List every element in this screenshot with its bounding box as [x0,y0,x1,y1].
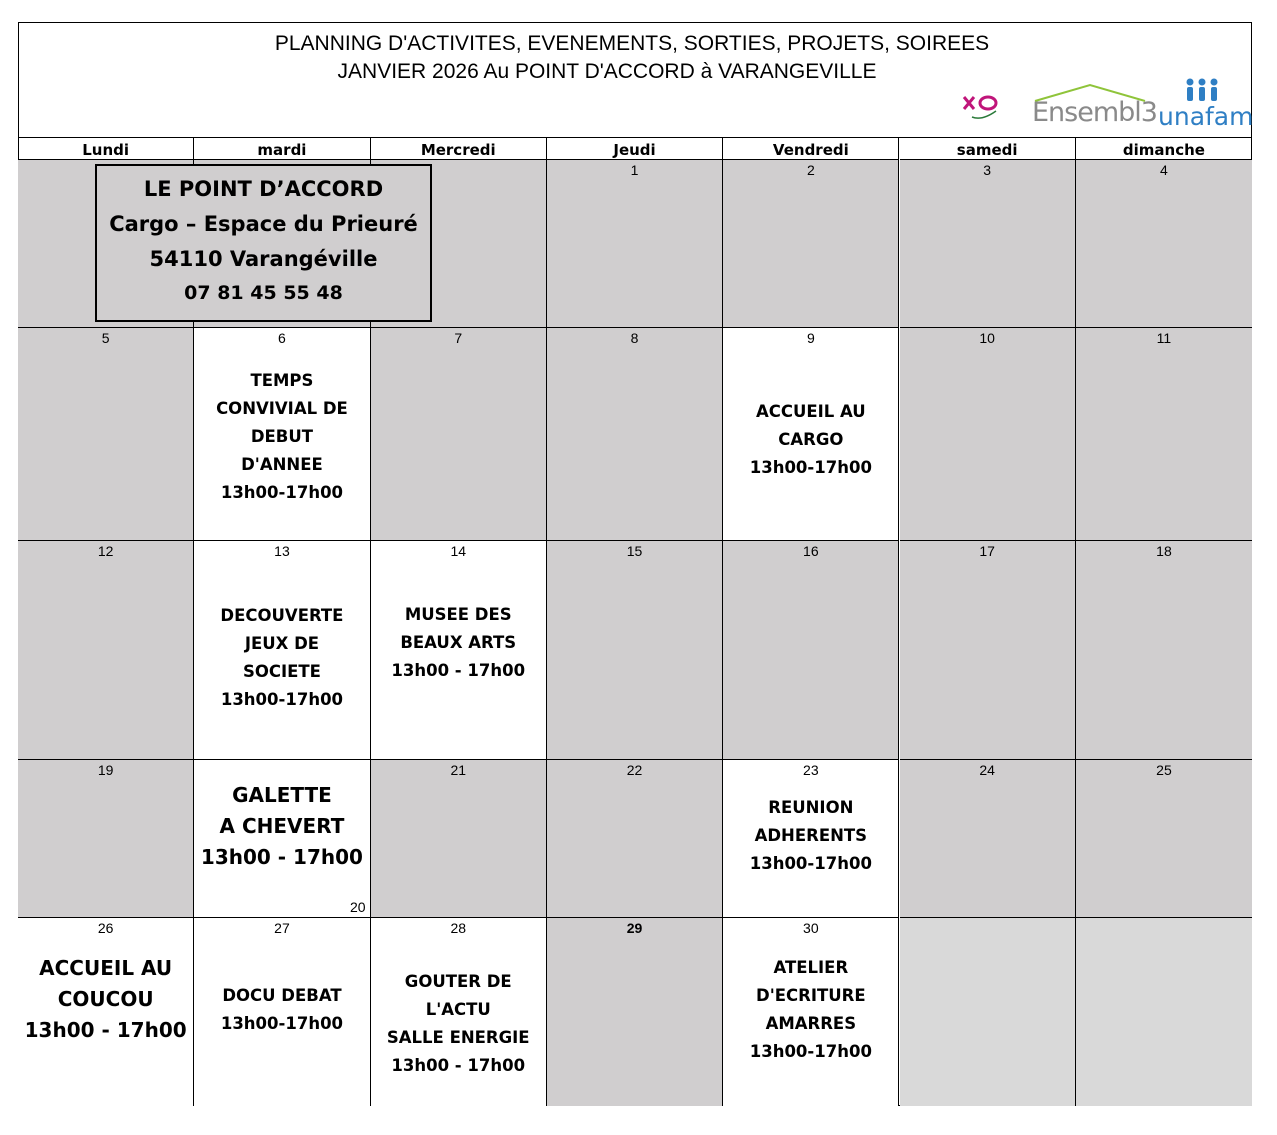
title-line-1: PLANNING D'ACTIVITES, EVENEMENTS, SORTIES, PROJETS, SOIREES [274,32,990,55]
day-cell [18,918,194,1106]
event-text: GOUTER DE L'ACTU SALLE ENERGIE 13h00 - 17h00 [386,972,530,1075]
day-number: 20 [350,899,366,915]
day-name-1: mardi [194,138,370,160]
day-cell [547,328,723,541]
day-number: 27 [274,920,290,936]
day-cell [18,760,194,918]
day-cell [18,328,194,541]
day-number: 28 [450,920,467,936]
day-number: 24 [979,762,995,778]
day-number: 17 [979,543,995,559]
day-cell [723,328,899,541]
day-number: 10 [979,330,995,346]
day-cell [900,328,1076,541]
event-text: TEMPS CONVIVIAL DE DEBUT D'ANNEE 13h00-17h00 [216,371,348,502]
day-number: 6 [278,330,286,346]
day-number: 29 [626,920,643,936]
day-number: 26 [97,920,114,936]
day-number: 3 [983,162,992,178]
title-line-2: JANVIER 2026 Au POINT D'ACCORD à VARANGEVILLE [337,60,877,83]
day-number: 13 [274,543,290,559]
day-cell [194,541,370,760]
day-number: 15 [626,543,643,559]
event-text: DOCU DEBAT 13h00-17h00 [220,986,344,1033]
day-number: 11 [1156,330,1172,346]
day-cell [547,760,723,918]
address-name: LE POINT D’ACCORD [143,177,384,201]
day-cell [547,918,723,1106]
day-number: 1 [630,162,639,178]
day-number: 7 [454,330,463,346]
event-text: DECOUVERTE JEUX DE SOCIETE 13h00-17h00 [220,606,344,709]
day-cell [194,760,370,918]
day-number: 9 [806,330,815,346]
day-cell [371,328,547,541]
day-cell [1076,918,1252,1106]
day-cell [900,760,1076,918]
address-box [95,164,432,322]
partner-logos [950,75,1254,135]
day-number: 19 [97,762,114,778]
day-cell [1076,760,1252,918]
day-cell [900,160,1076,328]
event-text: ATELIER D'ECRITURE AMARRES 13h00-17h00 [749,958,872,1061]
day-number: 8 [630,330,639,346]
day-cell [723,760,899,918]
day-name-2: Mercredi [371,138,547,160]
event-text: REUNION ADHERENTS 13h00-17h00 [749,798,872,873]
day-cell [1076,541,1252,760]
day-cell [18,541,194,760]
unafam-people-icon [1182,77,1222,103]
day-cell [723,918,899,1106]
day-cell [723,541,899,760]
day-cell [194,918,370,1106]
unafam-logo: unafam [1158,102,1254,131]
day-name-5: samedi [900,138,1076,160]
day-cell [371,541,547,760]
day-cell [371,760,547,918]
day-cell [900,541,1076,760]
ensemble-logo: Ensembl3 [1032,97,1157,128]
day-number: 14 [450,543,467,559]
day-cell [900,918,1076,1106]
day-name-6: dimanche [1076,138,1252,160]
day-number: 5 [101,330,110,346]
address-place: Cargo – Espace du Prieuré [109,212,418,236]
day-name-3: Jeudi [547,138,723,160]
day-number: 21 [450,762,467,778]
day-number: 25 [1156,762,1172,778]
day-cell [723,160,899,328]
day-cell [547,541,723,760]
day-number: 30 [803,920,819,936]
day-name-4: Vendredi [723,138,899,160]
day-number: 4 [1160,162,1168,178]
day-number: 22 [626,762,643,778]
address-phone: 07 81 45 55 48 [184,282,343,304]
day-cell [1076,160,1252,328]
day-cell [547,160,723,328]
event-text: ACCUEIL AU CARGO 13h00-17h00 [749,402,872,477]
day-cell [371,918,547,1106]
event-text: ACCUEIL AU COUCOU 13h00 - 17h00 [24,956,187,1042]
xo-logo-icon [960,87,1010,127]
day-name-0: Lundi [18,138,194,160]
address-city: 54110 Varangéville [149,247,378,271]
day-number: 18 [1156,543,1172,559]
day-cell [194,328,370,541]
day-number: 16 [803,543,819,559]
day-number: 23 [803,762,819,778]
day-cell [1076,328,1252,541]
day-number: 12 [97,543,114,559]
event-text: GALETTE A CHEVERT 13h00 - 17h00 [200,783,363,869]
day-number: 2 [806,162,815,178]
event-text: MUSEE DES BEAUX ARTS 13h00 - 17h00 [391,605,526,680]
